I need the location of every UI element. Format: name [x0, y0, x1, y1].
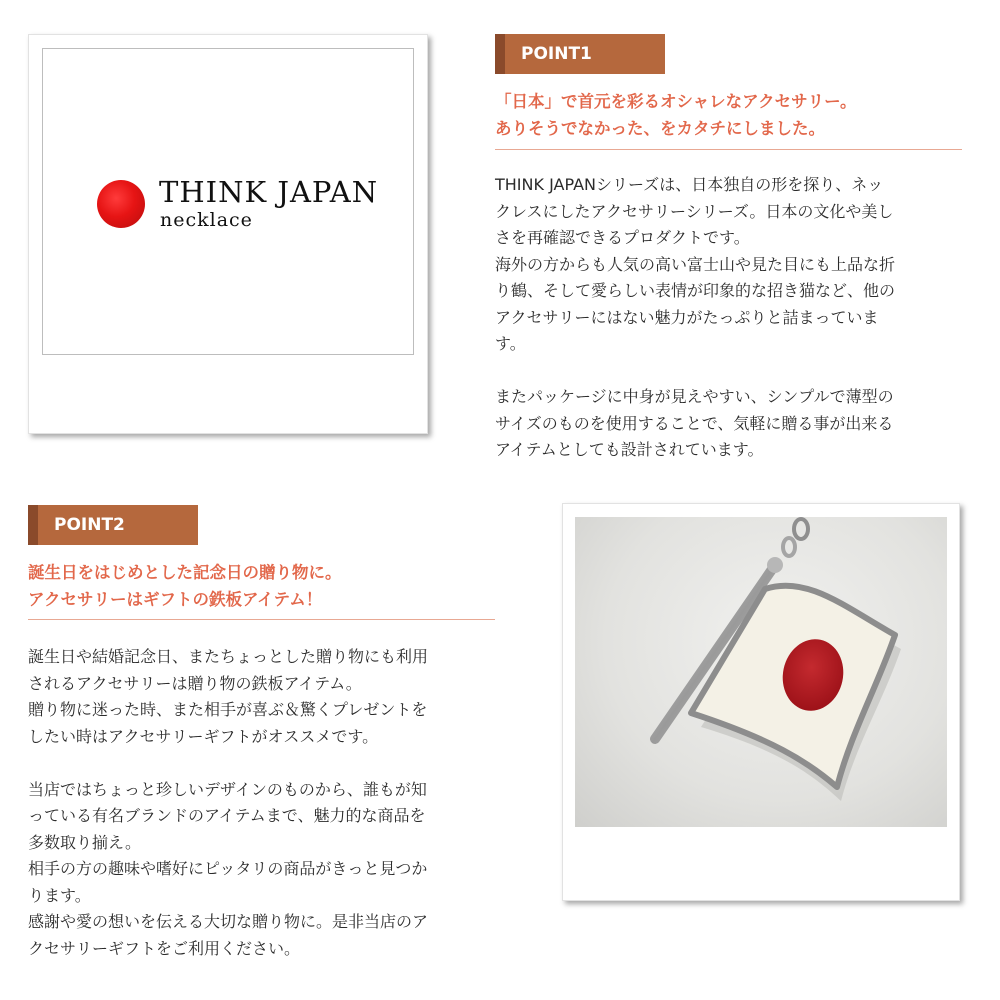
point1-headline [495, 88, 857, 142]
point1-body [495, 172, 965, 464]
point1-body-line: またパッケージに中身が見えやすい、シンプルで薄型の [495, 387, 894, 406]
point2-body-line: したい時はアクセサリーギフトがオススメです。 [28, 726, 379, 746]
point2-body-line: クセサリーギフトをご利用ください。 [28, 938, 301, 958]
point1-body-line: 海外の方からも人気の高い富士山や見た目にも上品な折 [495, 254, 896, 274]
point2-body-line: ります。 [28, 885, 91, 905]
flag-charm-photo-frame [562, 503, 960, 901]
point1-body-line: アイテムとしても設計されています。 [495, 440, 764, 459]
logo-subtitle: necklace [160, 209, 253, 231]
point1-headline-line: ありそうでなかった、をカタチにしました。 [495, 119, 825, 138]
point1-headline-line: 「日本」で首元を彩るオシャレなアクセサリー。 [495, 92, 857, 111]
point2-body [28, 644, 498, 962]
logo-photo-frame [28, 34, 428, 434]
point1-body-line: サイズのものを使用することで、気軽に贈る事が出来る [495, 413, 894, 433]
point2-body-line: されるアクセサリーは贈り物の鉄板アイテム。 [28, 673, 362, 693]
point2-divider [28, 619, 495, 620]
point1-body-line: アクセサリーにはない魅力がたっぷりと詰まっていま [495, 307, 879, 327]
point1-body-line: り鶴、そして愛らしい表情が印象的な招き猫など、他の [495, 281, 896, 300]
point2-headline-line: 誕生日をはじめとした記念日の贈り物に。 [28, 563, 342, 582]
point2-body-line: 当店ではちょっと珍しいデザインのものから、誰もが知 [28, 779, 427, 799]
point1-tag: POINT1 [495, 34, 665, 74]
point2-headline-line: アクセサリーはギフトの鉄板アイテム！ [28, 590, 323, 609]
point2-body-line: 誕生日や結婚記念日、またちょっとした贈り物にも利用 [28, 647, 429, 666]
point1-body-line: さを再確認できるプロダクトです。 [495, 228, 750, 247]
point2-headline [28, 559, 342, 613]
point2-body-line: 相手の方の趣味や嗜好にピッタリの商品がきっと見つか [28, 859, 428, 878]
japan-flag-charm-icon [575, 517, 947, 827]
point2-tag: POINT2 [28, 505, 198, 545]
logo-card [42, 48, 414, 355]
point1-body-line: す。 [495, 334, 526, 353]
point1-divider [495, 149, 962, 150]
point1-body-line: THINK JAPANシリーズは、日本独自の形を探り、ネッ [495, 175, 884, 194]
logo-title: THINK JAPAN [159, 175, 379, 209]
red-sun-dot-icon [97, 180, 145, 228]
point2-body-line: 多数取り揃え。 [28, 832, 141, 852]
flag-charm-photo [575, 517, 947, 827]
point2-body-line: っている有名ブランドのアイテムまで、魅力的な商品を [28, 806, 426, 825]
point2-body-line: 感謝や愛の想いを伝える大切な贈り物に。是非当店のア [28, 912, 429, 931]
point1-body-line: クレスにしたアクセサリーシリーズ。日本の文化や美し [495, 201, 894, 221]
point2-body-line: 贈り物に迷った時、また相手が喜ぶ＆驚くプレゼントを [28, 700, 428, 719]
